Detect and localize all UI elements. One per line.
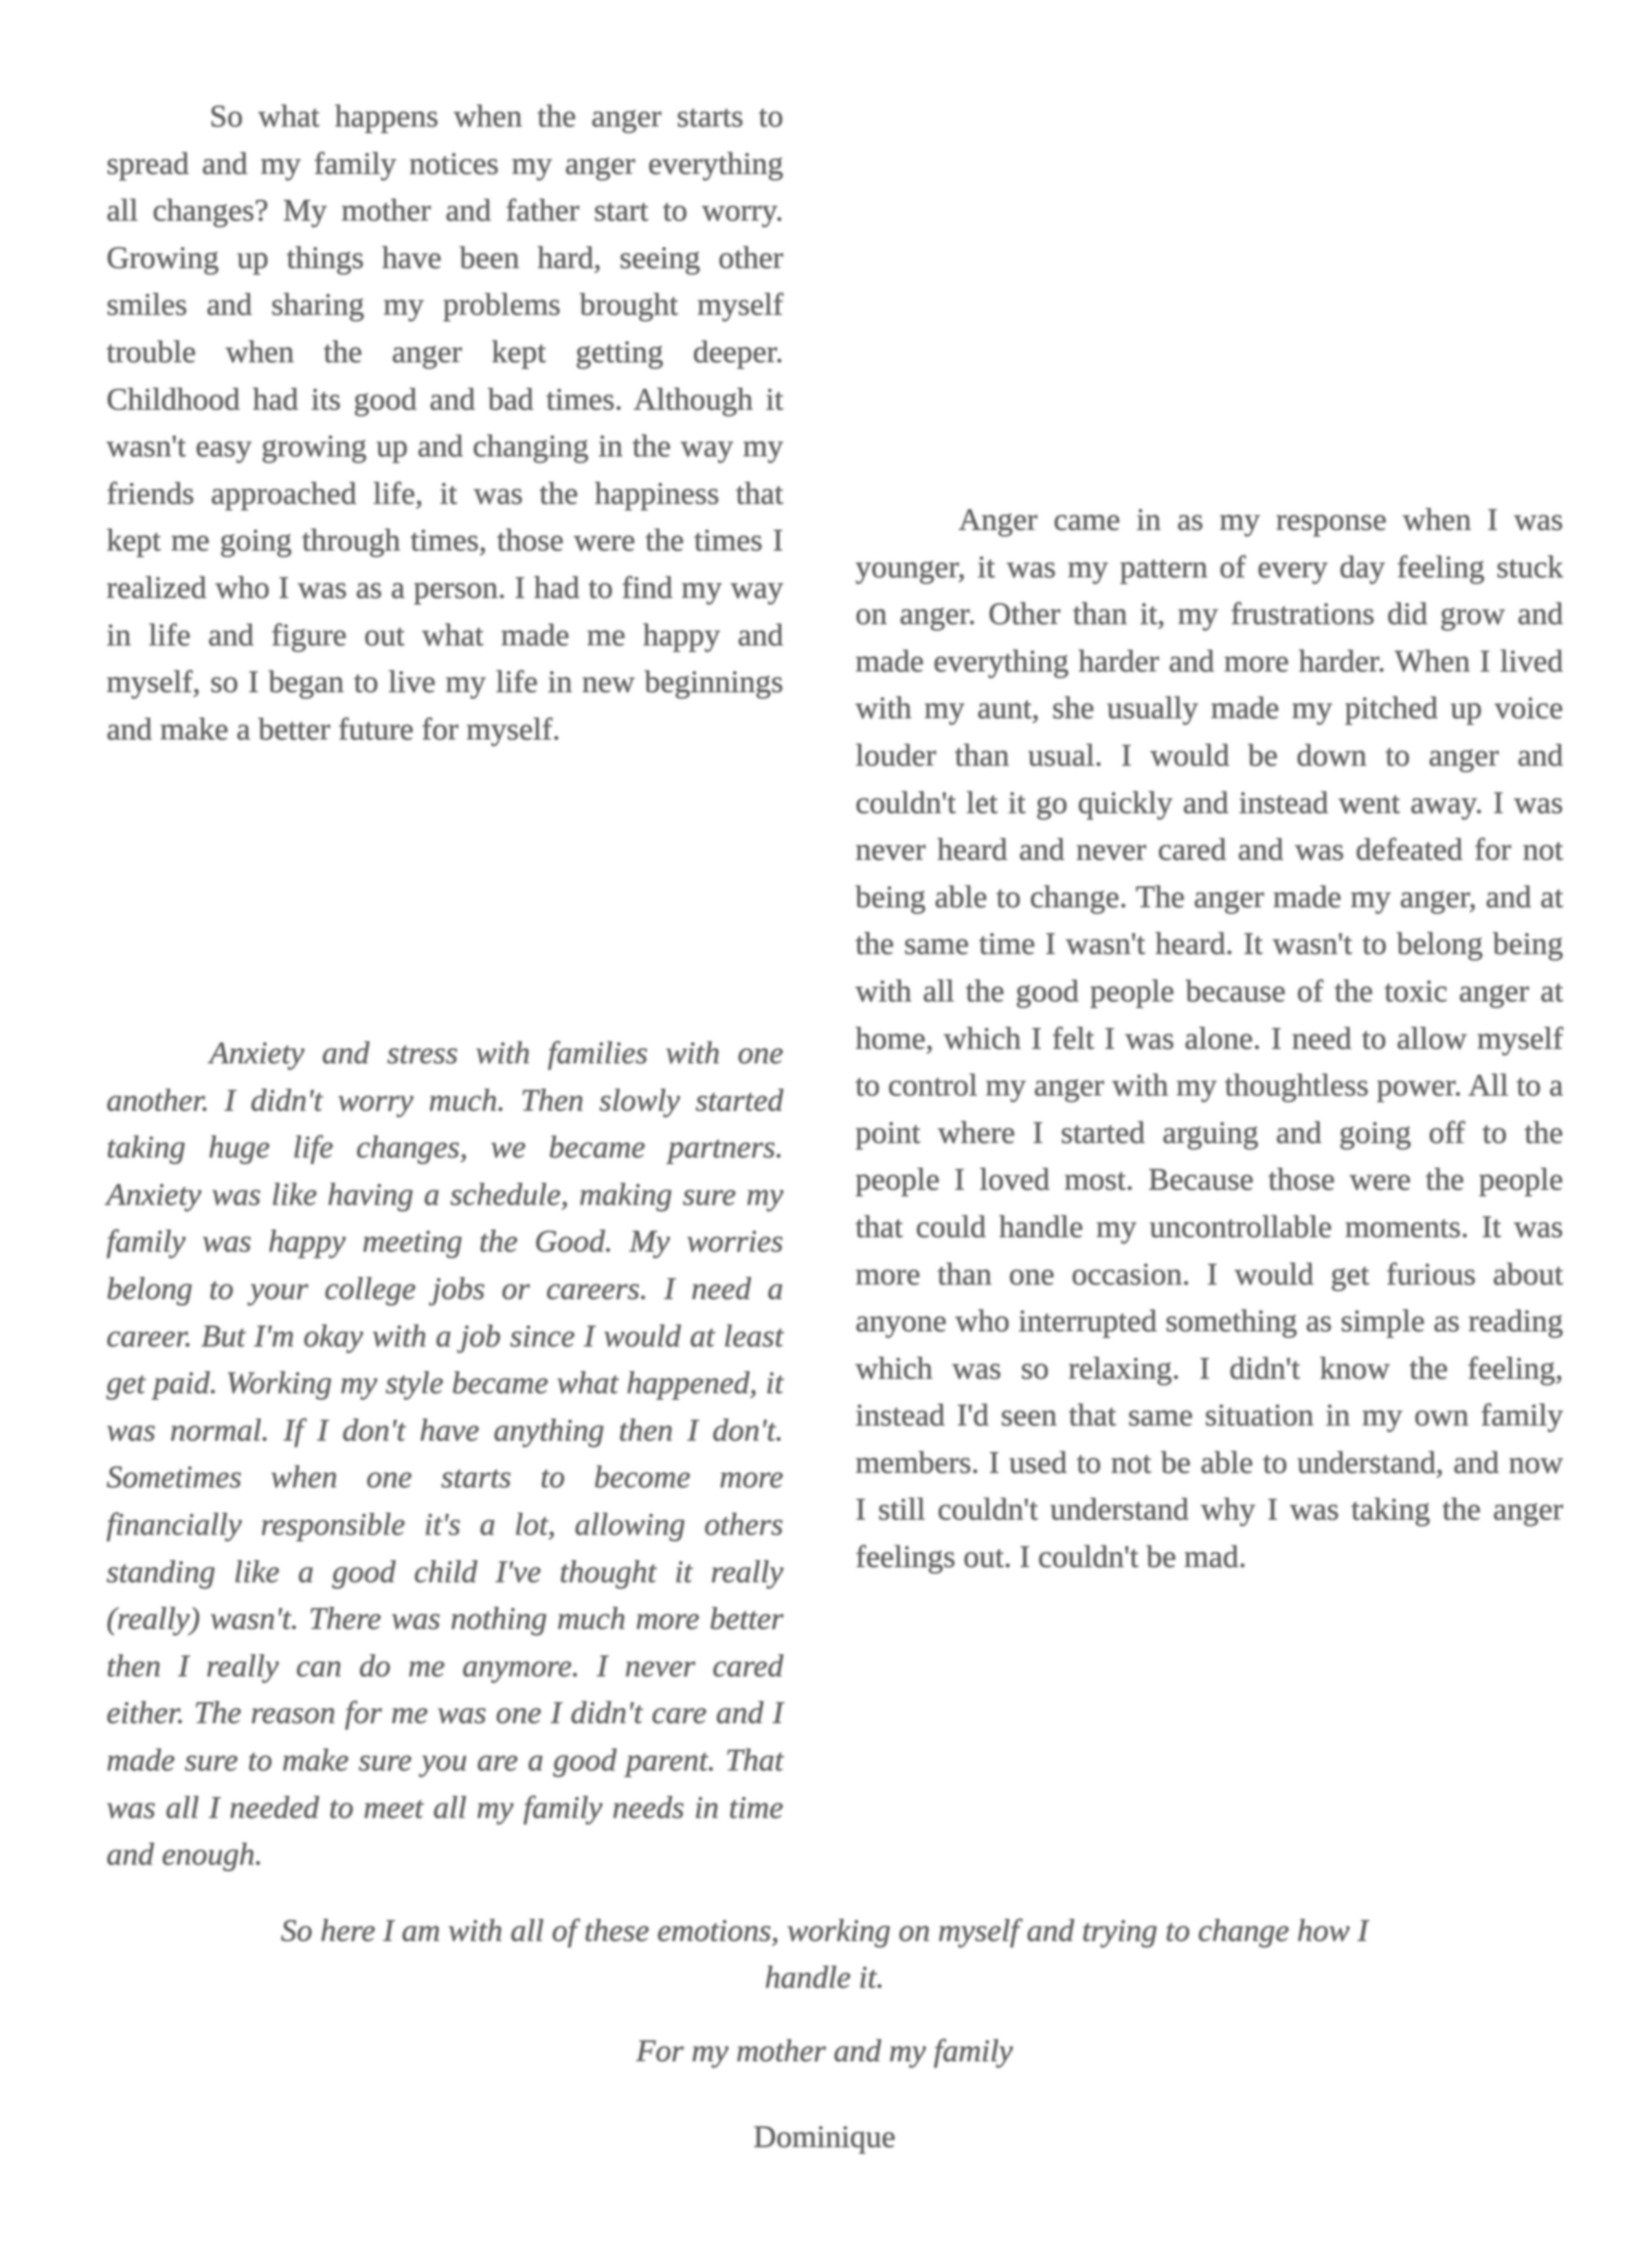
closing-statement: So here I am with all of these emotions, working on myself and trying to change how I handle it. <box>280 1913 1369 1994</box>
dedication-line: For my mother and my family <box>636 2033 1013 2068</box>
paragraph-anxiety: Anxiety and stress with families with one another. I didn't worry much. Then slowly started taking huge life changes, we became partners. Anxiety was like having a schedule, making sure my family was happy meeting the Good. My worries belong to your college jobs or careers. I need a career. But I'm okay with a job since I would at least get paid. Working my style became what happened, it was normal. If I don't have anything then I don't. Sometimes when one starts to become more financially responsible it's a lot, allowing others standing like a good child I've thought it really (really) wasn't. There was nothing much more better then I really can do me anymore. I never cared either. The reason for me was one I didn't care and I made sure to make sure you are a good parent. That was all I needed to meet all my family needs in time and enough. <box>106 1035 783 1872</box>
author-signature: Dominique <box>753 2119 896 2154</box>
paragraph-anger: Anger came in as my response when I was younger, it was my pattern of every day feeling stuck on anger. Other than it, my frustrations did grow and made everything harder and more harder. When I lived with my aunt, she usually made my pitched up voice louder than usual. I would be down to anger and couldn't let it go quickly and instead went away. I was never heard and never cared and was defeated for not being able to change. The anger made my anger, and at the same time I wasn't heard. It wasn't to belong being with all the good people because of the toxic anger at home, which I felt I was alone. I need to allow myself to control my anger with my thoughtless power. All to a point where I started arguing and going off to the people I loved most. Because those were the people that could handle my uncontrollable moments. It was more than one occasion. I would get furious about anyone who interrupted something as simple as reading which was so relaxing. I didn't know the feeling, instead I'd seen that same situation in my own family members. I used to not be able to understand, and now I still couldn't understand why I was taking the anger feelings out. I couldn't be mad. <box>855 502 1563 1575</box>
paragraph-childhood: So what happens when the anger starts to spread and my family notices my anger everything all changes? My mother and father start to worry. Growing up things have been hard, seeing other smiles and sharing my problems brought myself trouble when the anger kept getting deeper. Childhood had its good and bad times. Although it wasn't easy growing up and changing in the way my friends approached life, it was the happiness that kept me going through times, those were the times I realized who I was as a person. I had to find my way in life and figure out what made me happy and myself, so I began to live my life in new beginnings and make a better future for myself. <box>106 98 783 746</box>
